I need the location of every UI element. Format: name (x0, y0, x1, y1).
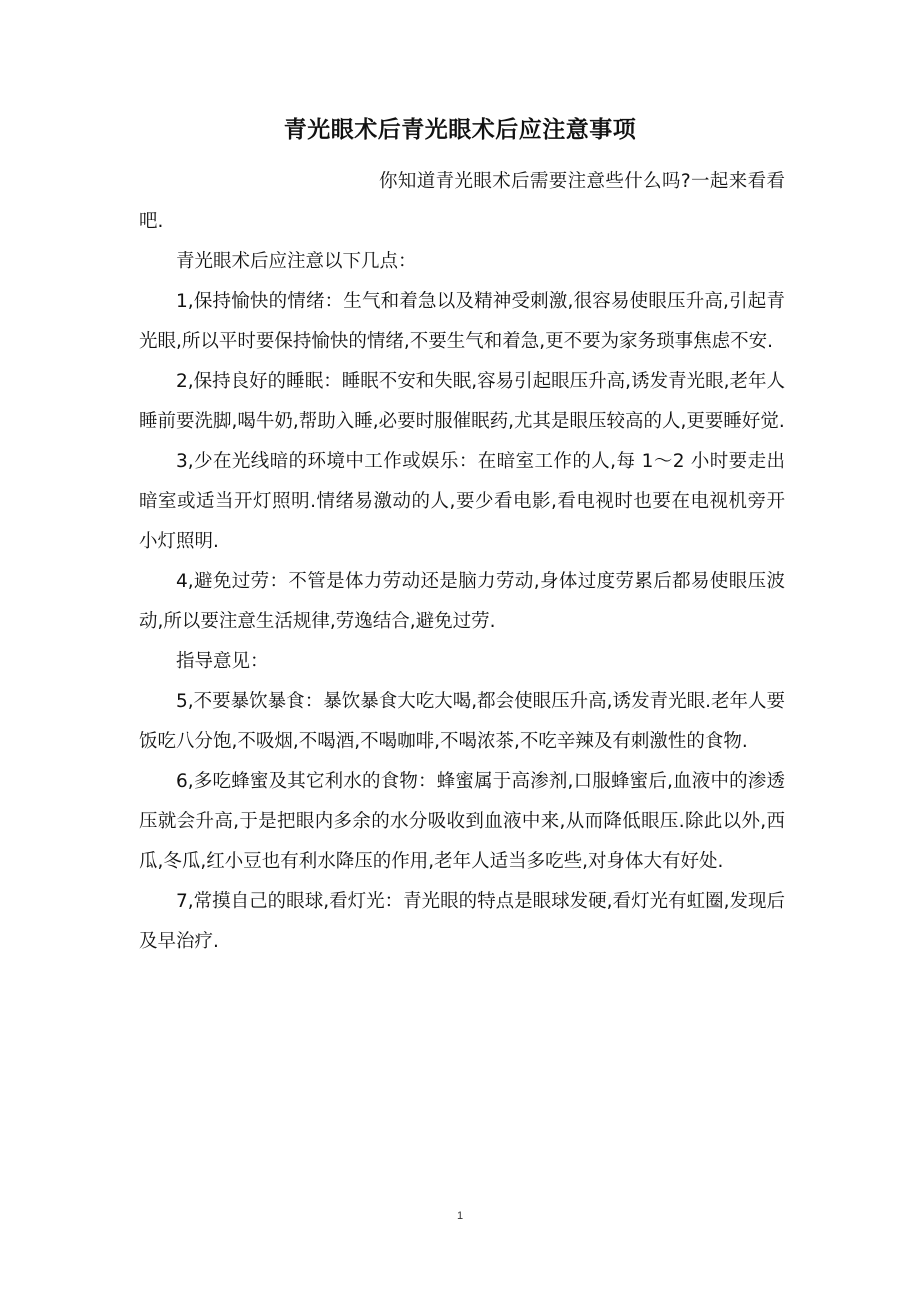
item-paragraph-6: 6,多吃蜂蜜及其它利水的食物：蜂蜜属于高渗剂,口服蜂蜜后,血液中的渗透压就会升高,于是把眼内多余的水分吸收到血液中来,从而降低眼压.除此以外,西瓜,冬瓜,红小豆也有利水降压的作用,老年人适当多吃些,对身体大有好处. (139, 771, 785, 872)
lead-paragraph: 青光眼术后应注意以下几点： (176, 251, 417, 272)
item-paragraph-5: 5,不要暴饮暴食：暴饮暴食大吃大喝,都会使眼压升高,诱发青光眼.老年人要饭吃八分饱,不吸烟,不喝酒,不喝咖啡,不喝浓茶,不吃辛辣及有刺激性的食物. (139, 691, 785, 752)
intro-paragraph: 你知道青光眼术后需要注意些什么吗?一起来看看吧. (139, 171, 785, 232)
page-number: 1 (456, 1210, 464, 1222)
document-body (139, 162, 785, 962)
item-paragraph-7: 7,常摸自己的眼球,看灯光：青光眼的特点是眼球发硬,看灯光有虹圈,发现后及早治疗. (139, 891, 785, 952)
item-paragraph-3: 3,少在光线暗的环境中工作或娱乐：在暗室工作的人,每 1～2 小时要走出暗室或适当开灯照明.情绪易激动的人,要少看电影,看电视时也要在电视机旁开小灯照明. (139, 451, 785, 552)
guidance-heading: 指导意见： (176, 651, 269, 672)
item-paragraph-1: 1,保持愉快的情绪：生气和着急以及精神受刺激,很容易使眼压升高,引起青光眼,所以平时要保持愉快的情绪,不要生气和着急,更不要为家务琐事焦虑不安. (139, 291, 785, 352)
item-paragraph-2: 2,保持良好的睡眠：睡眠不安和失眠,容易引起眼压升高,诱发青光眼,老年人睡前要洗脚,喝牛奶,帮助入睡,必要时服催眠药,尤其是眼压较高的人,更要睡好觉. (139, 371, 785, 432)
document-title: 青光眼术后青光眼术后应注意事项 (283, 117, 637, 143)
item-paragraph-4: 4,避免过劳：不管是体力劳动还是脑力劳动,身体过度劳累后都易使眼压波动,所以要注意生活规律,劳逸结合,避免过劳. (139, 571, 785, 632)
